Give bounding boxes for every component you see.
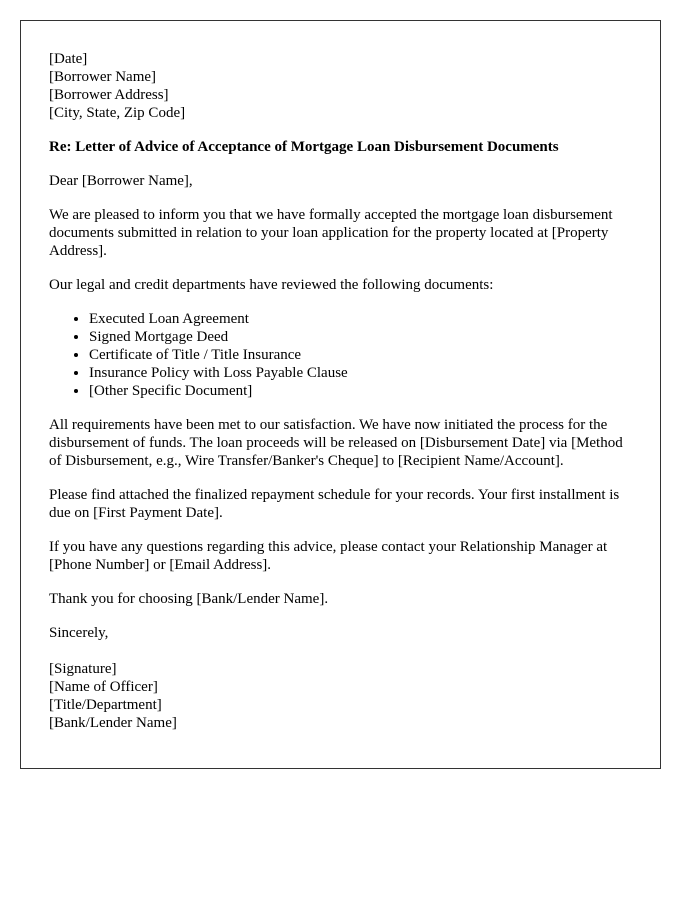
- list-item: • [Other Specific Document]: [89, 382, 632, 400]
- list-item: • Insurance Policy with Loss Payable Clause: [89, 364, 632, 382]
- signature-block: [49, 660, 632, 732]
- letter: [20, 20, 661, 769]
- review-paragraph: Our legal and credit departments have reviewed the following documents:: [49, 277, 494, 293]
- borrower-name: [Borrower Name]: [49, 69, 157, 85]
- signature: [Signature]: [49, 661, 117, 677]
- borrower-address: [Borrower Address]: [49, 87, 169, 103]
- bank-name: [Bank/Lender Name]: [49, 715, 177, 731]
- list-item: • Executed Loan Agreement: [89, 310, 632, 328]
- thanks-paragraph: Thank you for choosing [Bank/Lender Name].: [49, 591, 329, 607]
- list-item: • Certificate of Title / Title Insurance: [89, 346, 632, 364]
- date: [Date]: [49, 51, 88, 67]
- salutation: Dear [Borrower Name],: [49, 173, 193, 189]
- officer-title: [Title/Department]: [49, 697, 162, 713]
- contact-paragraph: If you have any questions regarding this advice, please contact your Relationship Manager at [Phone Number] or [Email Address].: [49, 539, 608, 573]
- requirements-paragraph: All requirements have been met to our satisfaction. We have now initiated the process for the disbursement of funds. The loan proceeds will be released on [Disbursement Date] via [Method of Disbursement, e.g., Wire Transfer/Banker's Cheque] to [Recipient Name/Account].: [49, 417, 623, 469]
- recipient-block: [49, 50, 632, 122]
- list-item: • Signed Mortgage Deed: [89, 328, 632, 346]
- closing: Sincerely,: [49, 625, 109, 641]
- city-state-zip: [City, State, Zip Code]: [49, 105, 186, 121]
- subject-line: Re: Letter of Advice of Acceptance of Mortgage Loan Disbursement Documents: [49, 139, 559, 155]
- documents-list: [49, 310, 632, 400]
- intro-paragraph: We are pleased to inform you that we have formally accepted the mortgage loan disbursement documents submitted in relation to your loan application for the property located at [Property Address].: [49, 207, 613, 259]
- schedule-paragraph: Please find attached the finalized repayment schedule for your records. Your first installment is due on [First Payment Date].: [49, 487, 620, 521]
- officer-name: [Name of Officer]: [49, 679, 158, 695]
